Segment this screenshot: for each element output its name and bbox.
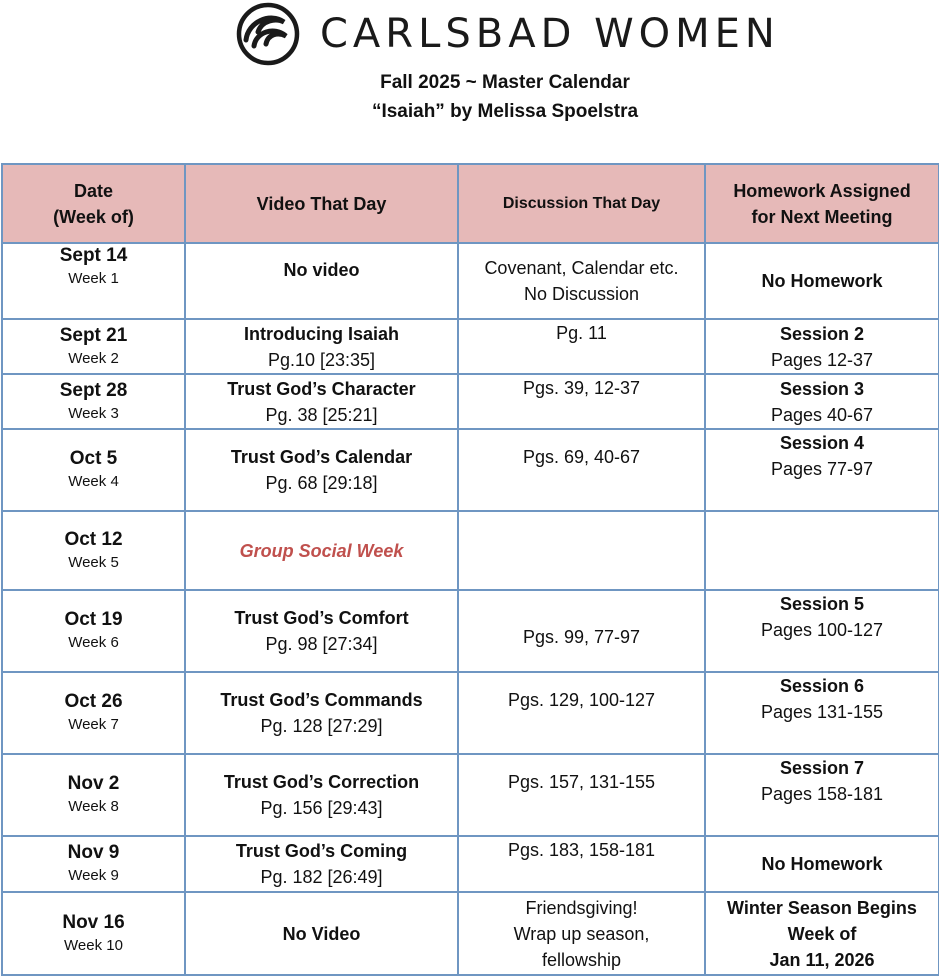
video-cell: Trust God’s Calendar Pg. 68 [29:18] bbox=[185, 429, 458, 511]
discussion-cell: Pgs. 39, 12-37 bbox=[458, 374, 705, 429]
homework-cell: Winter Season Begins Week of Jan 11, 2026 bbox=[705, 892, 939, 975]
homework-cell: Session 7 Pages 158-181 bbox=[705, 754, 939, 836]
table-row bbox=[2, 429, 939, 511]
video-cell: Trust God’s Character Pg. 38 [25:21] bbox=[185, 374, 458, 429]
table-row bbox=[2, 892, 939, 975]
table-row bbox=[2, 590, 939, 672]
table-row bbox=[2, 511, 939, 590]
homework-cell: Session 5 Pages 100-127 bbox=[705, 590, 939, 672]
discussion-cell: Pg. 11 bbox=[458, 319, 705, 374]
homework-cell: No Homework bbox=[705, 836, 939, 892]
date-cell: Oct 19 Week 6 bbox=[2, 590, 185, 672]
discussion-cell: Pgs. 183, 158-181 bbox=[458, 836, 705, 892]
table-row bbox=[2, 374, 939, 429]
page-title bbox=[0, 68, 939, 126]
discussion-cell: Pgs. 157, 131-155 bbox=[458, 754, 705, 836]
date-cell: Nov 2 Week 8 bbox=[2, 754, 185, 836]
logo bbox=[236, 2, 780, 66]
title-line-1: Fall 2025 ~ Master Calendar bbox=[380, 72, 630, 93]
date-cell: Oct 12 Week 5 bbox=[2, 511, 185, 590]
table-row bbox=[2, 754, 939, 836]
video-cell: Trust God’s Coming Pg. 182 [26:49] bbox=[185, 836, 458, 892]
header-row bbox=[2, 164, 939, 243]
date-cell: Sept 14 Week 1 bbox=[2, 243, 185, 319]
homework-cell: Session 2 Pages 12-37 bbox=[705, 319, 939, 374]
date-cell: Nov 9 Week 9 bbox=[2, 836, 185, 892]
discussion-cell bbox=[458, 511, 705, 590]
table-row bbox=[2, 836, 939, 892]
date-cell: Sept 21 Week 2 bbox=[2, 319, 185, 374]
homework-cell: Session 3 Pages 40-67 bbox=[705, 374, 939, 429]
header-video: Video That Day bbox=[185, 164, 458, 243]
homework-cell: Session 6 Pages 131-155 bbox=[705, 672, 939, 754]
date-cell: Sept 28 Week 3 bbox=[2, 374, 185, 429]
video-cell bbox=[185, 511, 458, 590]
discussion-cell: Pgs. 99, 77-97 bbox=[458, 590, 705, 672]
video-cell: Trust God’s Commands Pg. 128 [27:29] bbox=[185, 672, 458, 754]
date-cell: Oct 5 Week 4 bbox=[2, 429, 185, 511]
social-week-label: Group Social Week bbox=[239, 540, 404, 561]
discussion-cell: Friendsgiving! Wrap up season, fellowship bbox=[458, 892, 705, 975]
header-homework: Homework Assigned for Next Meeting bbox=[705, 164, 939, 243]
date-cell: Oct 26 Week 7 bbox=[2, 672, 185, 754]
wave-logo-icon bbox=[236, 2, 300, 66]
video-cell: No video bbox=[185, 243, 458, 319]
video-cell: Trust God’s Correction Pg. 156 [29:43] bbox=[185, 754, 458, 836]
table-row bbox=[2, 672, 939, 754]
header-discussion: Discussion That Day bbox=[458, 164, 705, 243]
discussion-cell: Pgs. 69, 40-67 bbox=[458, 429, 705, 511]
homework-cell bbox=[705, 511, 939, 590]
date-cell: Nov 16 Week 10 bbox=[2, 892, 185, 975]
calendar-table bbox=[1, 163, 939, 976]
video-cell: No Video bbox=[185, 892, 458, 975]
table-row bbox=[2, 319, 939, 374]
discussion-cell: Covenant, Calendar etc. No Discussion bbox=[458, 243, 705, 319]
title-line-2: “Isaiah” by Melissa Spoelstra bbox=[371, 101, 639, 122]
homework-cell: No Homework bbox=[705, 243, 939, 319]
table-row bbox=[2, 243, 939, 319]
header-date: Date (Week of) bbox=[2, 164, 185, 243]
video-cell: Trust God’s Comfort Pg. 98 [27:34] bbox=[185, 590, 458, 672]
video-cell: Introducing Isaiah Pg.10 [23:35] bbox=[185, 319, 458, 374]
homework-cell: Session 4 Pages 77-97 bbox=[705, 429, 939, 511]
discussion-cell: Pgs. 129, 100-127 bbox=[458, 672, 705, 754]
brand-name: CARLSBAD WOMEN bbox=[320, 11, 780, 57]
